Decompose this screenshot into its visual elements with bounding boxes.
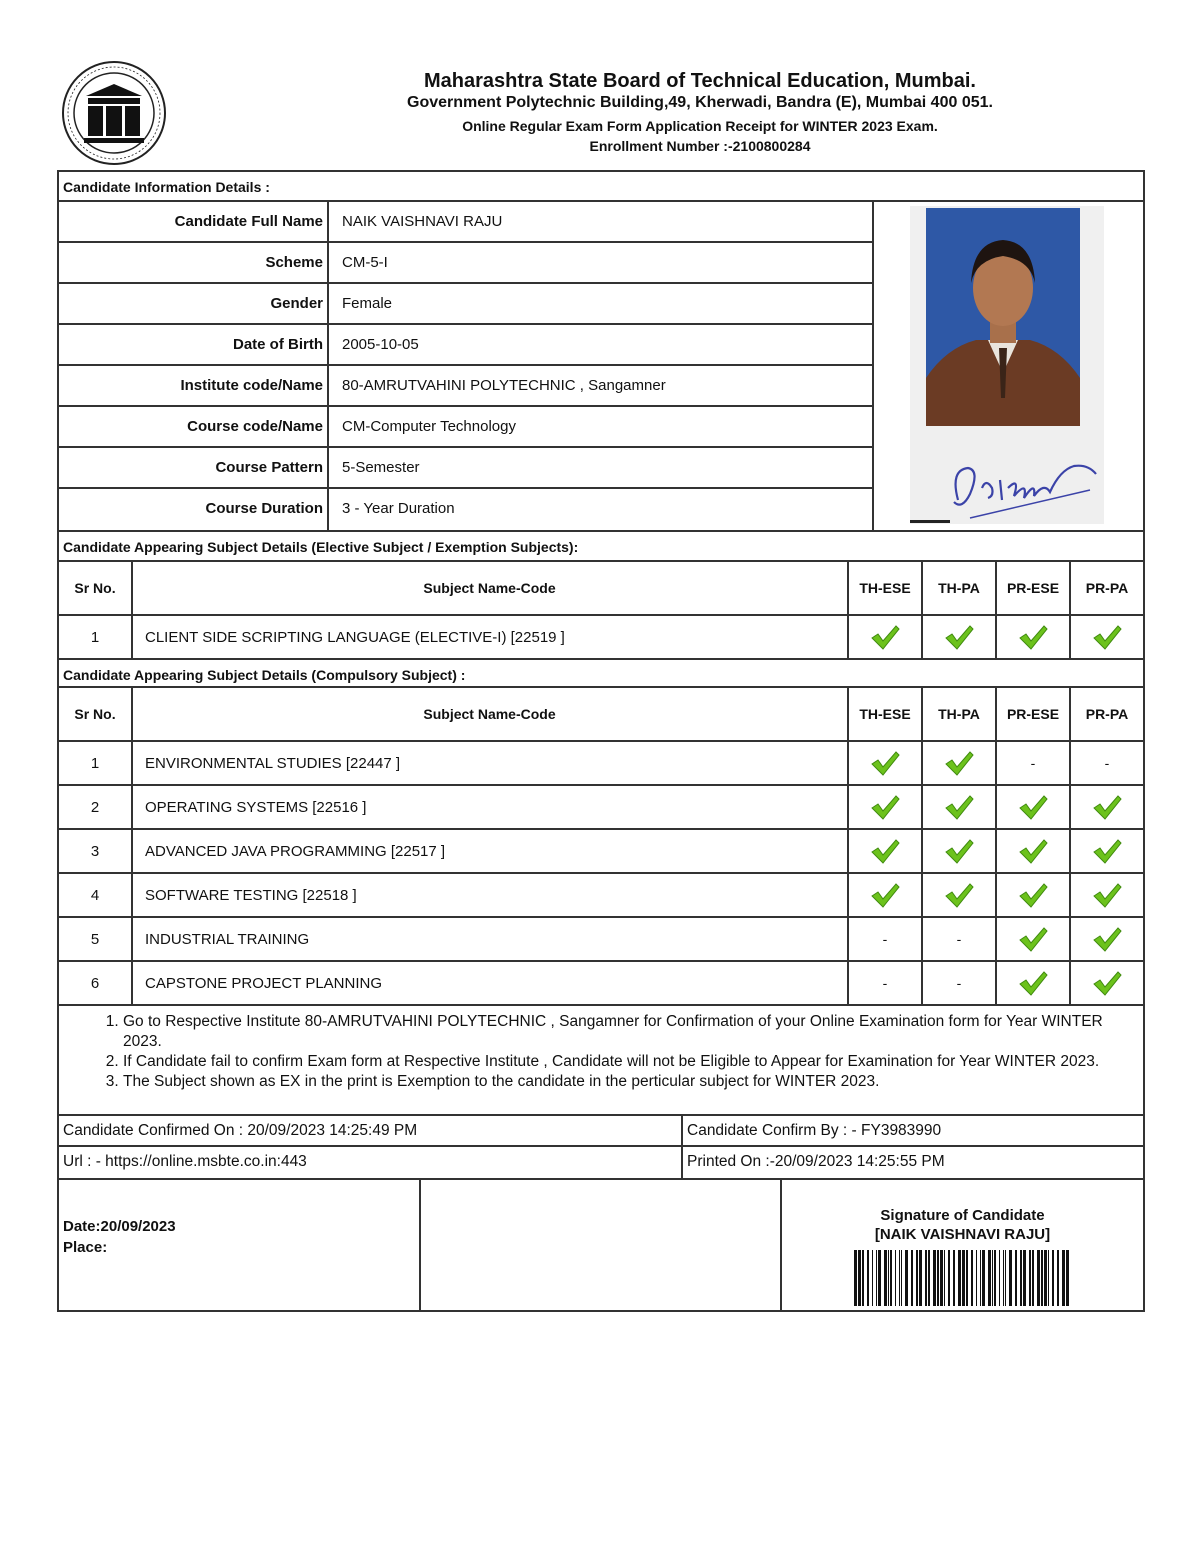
mark-cell (1070, 917, 1143, 961)
table-row (59, 785, 1143, 829)
instruction-item: 2. If Candidate fail to confirm Exam form at Respective Institute , Candidate will not be Eligible to Appear for Examination for Year WINTER 2023. (123, 1052, 1123, 1072)
url-row (59, 1147, 1143, 1178)
sr-no-cell: 6 (59, 961, 132, 1004)
subject-name-cell: OPERATING SYSTEMS [22516 ] (132, 785, 848, 829)
info-value: 3 - Year Duration (342, 500, 455, 517)
mark-cell (922, 961, 996, 1004)
check-mark-icon (870, 794, 900, 820)
info-row (59, 489, 872, 530)
col-pr-pa: PR-PA (1070, 688, 1143, 741)
info-label: Date of Birth (59, 325, 329, 364)
confirmed-on: Candidate Confirmed On : 20/09/2023 14:25:49 PM (59, 1116, 683, 1145)
enrollment-number: Enrollment Number :-2100800284 (589, 138, 811, 154)
table-row (59, 741, 1143, 785)
date-place-cell (59, 1180, 421, 1310)
check-mark-icon (870, 838, 900, 864)
not-applicable-mark: - (1030, 754, 1036, 771)
check-mark-icon (1018, 624, 1048, 650)
barcode-icon (852, 1250, 1074, 1306)
subject-name-cell: CLIENT SIDE SCRIPTING LANGUAGE (ELECTIVE-I) [22519 ] (132, 615, 848, 658)
mark-cell (922, 873, 996, 917)
mark-cell (848, 873, 922, 917)
col-sr-no: Sr No. (59, 562, 132, 615)
info-label: Course code/Name (59, 407, 329, 446)
not-applicable-mark: - (956, 930, 962, 947)
signature-title: Signature of Candidate (880, 1207, 1045, 1224)
elective-subjects-table (59, 562, 1143, 658)
place-label: Place: (63, 1239, 108, 1256)
board-name: Maharashtra State Board of Technical Education, Mumbai. (424, 70, 976, 92)
col-th-pa: TH-PA (922, 688, 996, 741)
instructions-list (59, 1012, 1123, 1092)
check-mark-icon (870, 624, 900, 650)
col-th-ese: TH-ESE (848, 688, 922, 741)
mark-cell (1070, 615, 1143, 658)
candidate-info (59, 202, 1143, 532)
check-mark-icon (1018, 794, 1048, 820)
confirmation-row (59, 1116, 1143, 1147)
mark-cell (996, 615, 1070, 658)
photo-portrait (926, 208, 1080, 426)
check-mark-icon (1092, 794, 1122, 820)
check-mark-icon (1092, 838, 1122, 864)
mark-cell (848, 961, 922, 1004)
check-mark-icon (944, 624, 974, 650)
info-row (59, 325, 872, 366)
table-row (59, 615, 1143, 658)
blank-cell (421, 1180, 782, 1310)
elective-section-title: Candidate Appearing Subject Details (Elective Subject / Exemption Subjects): (59, 532, 1143, 562)
print-date: Date:20/09/2023 (63, 1218, 176, 1235)
col-th-ese: TH-ESE (848, 562, 922, 615)
instruction-item: 1. Go to Respective Institute 80-AMRUTVAHINI POLYTECHNIC , Sangamner for Confirmation of your Online Examination form for Year WINTER 2023. (123, 1012, 1123, 1052)
check-mark-icon (944, 794, 974, 820)
table-header-row (59, 562, 1143, 615)
subject-name-cell: CAPSTONE PROJECT PLANNING (132, 961, 848, 1004)
sr-no-cell: 3 (59, 829, 132, 873)
mark-cell (848, 785, 922, 829)
signature-cell (782, 1180, 1143, 1310)
mark-cell (996, 741, 1070, 785)
sr-no-cell: 5 (59, 917, 132, 961)
col-pr-ese: PR-ESE (996, 688, 1070, 741)
instruction-item: 3. The Subject shown as EX in the print is Exemption to the candidate in the perticular subject for WINTER 2023. (123, 1072, 1123, 1092)
info-value: 80-AMRUTVAHINI POLYTECHNIC , Sangamner (342, 377, 666, 394)
check-mark-icon (944, 838, 974, 864)
mark-cell (1070, 785, 1143, 829)
receipt-form (57, 170, 1145, 1312)
check-mark-icon (1018, 970, 1048, 996)
info-label: Candidate Full Name (59, 202, 329, 241)
info-label: Course Pattern (59, 448, 329, 487)
info-value: CM-5-I (342, 254, 388, 271)
sr-no-cell: 1 (59, 615, 132, 658)
subject-name-cell: INDUSTRIAL TRAINING (132, 917, 848, 961)
info-row (59, 284, 872, 325)
printed-on: Printed On :-20/09/2023 14:25:55 PM (687, 1153, 945, 1170)
col-subject-name: Subject Name-Code (132, 688, 848, 741)
mark-cell (922, 829, 996, 873)
mark-cell (848, 615, 922, 658)
info-value: 5-Semester (342, 459, 420, 476)
receipt-header (0, 60, 1200, 168)
mark-cell (1070, 829, 1143, 873)
check-mark-icon (1018, 838, 1048, 864)
mark-cell (996, 873, 1070, 917)
candidate-signature-image (910, 430, 1104, 524)
compulsory-section-title: Candidate Appearing Subject Details (Compulsory Subject) : (59, 658, 1143, 688)
col-subject-name: Subject Name-Code (132, 562, 848, 615)
table-row (59, 961, 1143, 1004)
table-header-row (59, 688, 1143, 741)
mark-cell (922, 615, 996, 658)
mark-cell (996, 961, 1070, 1004)
info-value: NAIK VAISHNAVI RAJU (342, 213, 503, 230)
info-value: Female (342, 295, 393, 312)
check-mark-icon (1092, 926, 1122, 952)
check-mark-icon (1092, 624, 1122, 650)
compulsory-subjects-table (59, 688, 1143, 1004)
info-value: 2005-10-05 (342, 336, 419, 353)
check-mark-icon (944, 882, 974, 908)
candidate-photo (910, 206, 1104, 524)
sr-no-cell: 1 (59, 741, 132, 785)
check-mark-icon (1092, 882, 1122, 908)
col-pr-pa: PR-PA (1070, 562, 1143, 615)
info-row (59, 202, 872, 243)
check-mark-icon (1018, 882, 1048, 908)
col-pr-ese: PR-ESE (996, 562, 1070, 615)
candidate-fields (59, 202, 874, 530)
mark-cell (848, 917, 922, 961)
board-address: Government Polytechnic Building,49, Kherwadi, Bandra (E), Mumbai 400 051. (407, 94, 993, 111)
receipt-title: Online Regular Exam Form Application Receipt for WINTER 2023 Exam. (462, 118, 938, 134)
sr-no-cell: 4 (59, 873, 132, 917)
mark-cell (996, 917, 1070, 961)
col-th-pa: TH-PA (922, 562, 996, 615)
portal-url[interactable]: Url : - https://online.msbte.co.in:443 (59, 1147, 683, 1178)
not-applicable-mark: - (882, 974, 888, 991)
receipt-footer (59, 1178, 1143, 1310)
subject-name-cell: SOFTWARE TESTING [22518 ] (132, 873, 848, 917)
info-row (59, 448, 872, 489)
person-silhouette-icon (926, 208, 1080, 426)
check-mark-icon (1092, 970, 1122, 996)
confirmation-details (59, 1114, 1143, 1178)
mark-cell (996, 785, 1070, 829)
info-row (59, 366, 872, 407)
mark-cell (1070, 961, 1143, 1004)
candidate-section-title: Candidate Information Details : (59, 172, 1143, 202)
not-applicable-mark: - (956, 974, 962, 991)
info-label: Institute code/Name (59, 366, 329, 405)
info-label: Gender (59, 284, 329, 323)
signature-name: [NAIK VAISHNAVI RAJU] (874, 1226, 1051, 1243)
mark-cell (848, 829, 922, 873)
mark-cell (1070, 741, 1143, 785)
table-row (59, 917, 1143, 961)
table-row (59, 829, 1143, 873)
check-mark-icon (944, 750, 974, 776)
candidate-photo-cell (874, 202, 1143, 529)
subject-name-cell: ADVANCED JAVA PROGRAMMING [22517 ] (132, 829, 848, 873)
mark-cell (922, 741, 996, 785)
info-value: CM-Computer Technology (342, 418, 516, 435)
col-sr-no: Sr No. (59, 688, 132, 741)
info-label: Course Duration (59, 489, 329, 530)
mark-cell (996, 829, 1070, 873)
not-applicable-mark: - (1104, 754, 1110, 771)
subject-name-cell: ENVIRONMENTAL STUDIES [22447 ] (132, 741, 848, 785)
msbte-logo-icon (58, 60, 170, 166)
mark-cell (1070, 873, 1143, 917)
check-mark-icon (870, 750, 900, 776)
info-label: Scheme (59, 243, 329, 282)
check-mark-icon (870, 882, 900, 908)
check-mark-icon (1018, 926, 1048, 952)
info-row (59, 407, 872, 448)
table-row (59, 873, 1143, 917)
confirmed-by: Candidate Confirm By : - FY3983990 (687, 1122, 942, 1139)
instructions (59, 1004, 1143, 1114)
mark-cell (922, 785, 996, 829)
mark-cell (922, 917, 996, 961)
info-row (59, 243, 872, 284)
mark-cell (848, 741, 922, 785)
sr-no-cell: 2 (59, 785, 132, 829)
not-applicable-mark: - (882, 930, 888, 947)
